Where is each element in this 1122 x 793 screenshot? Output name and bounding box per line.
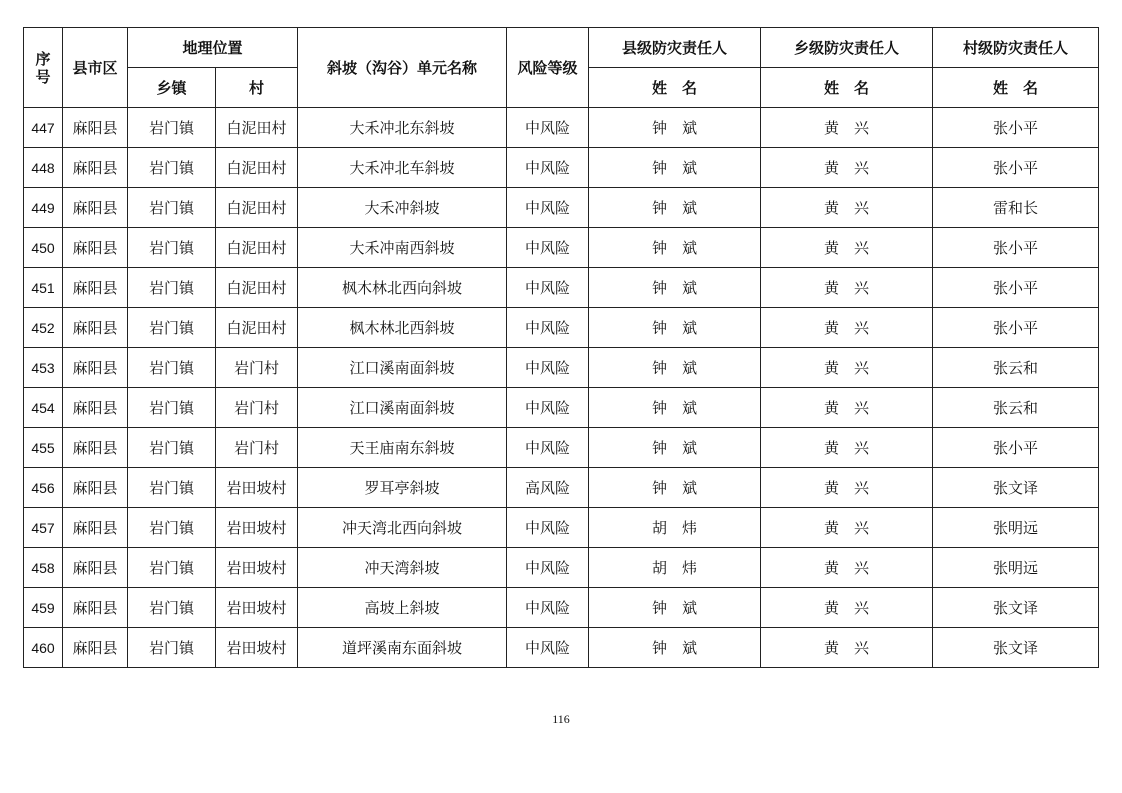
cell-township: 岩门镇	[128, 548, 216, 588]
cell-township-person: 黄 兴	[761, 468, 933, 508]
cell-serial: 455	[24, 428, 63, 468]
cell-village: 岩田坡村	[216, 508, 298, 548]
cell-village: 岩田坡村	[216, 588, 298, 628]
table-row	[24, 108, 1099, 148]
cell-township: 岩门镇	[128, 508, 216, 548]
table-row	[24, 548, 1099, 588]
cell-county: 麻阳县	[63, 548, 128, 588]
cell-village: 白泥田村	[216, 148, 298, 188]
cell-serial: 457	[24, 508, 63, 548]
cell-village-person: 张明远	[933, 548, 1099, 588]
cell-slope-name: 冲天湾北西向斜坡	[298, 508, 507, 548]
cell-village-person: 张文译	[933, 628, 1099, 668]
cell-slope-name: 江口溪南面斜坡	[298, 388, 507, 428]
cell-township: 岩门镇	[128, 268, 216, 308]
cell-county-person: 钟 斌	[589, 348, 761, 388]
table-row	[24, 188, 1099, 228]
cell-township-person: 黄 兴	[761, 348, 933, 388]
cell-risk-level: 中风险	[507, 388, 589, 428]
header-village: 村	[216, 68, 298, 108]
table-row	[24, 428, 1099, 468]
table-row	[24, 628, 1099, 668]
cell-village: 白泥田村	[216, 228, 298, 268]
cell-village-person: 张小平	[933, 108, 1099, 148]
cell-township-person: 黄 兴	[761, 548, 933, 588]
header-township-person-name: 姓 名	[761, 68, 933, 108]
header-slope-name: 斜坡（沟谷）单元名称	[298, 28, 507, 108]
cell-township-person: 黄 兴	[761, 508, 933, 548]
header-risk-level: 风险等级	[507, 28, 589, 108]
cell-risk-level: 中风险	[507, 268, 589, 308]
cell-village: 白泥田村	[216, 108, 298, 148]
cell-county-person: 胡 炜	[589, 548, 761, 588]
table-header	[24, 28, 1099, 108]
cell-township: 岩门镇	[128, 308, 216, 348]
cell-risk-level: 中风险	[507, 308, 589, 348]
cell-risk-level: 高风险	[507, 468, 589, 508]
cell-village-person: 张小平	[933, 148, 1099, 188]
cell-township: 岩门镇	[128, 388, 216, 428]
cell-township: 岩门镇	[128, 468, 216, 508]
cell-village-person: 张云和	[933, 388, 1099, 428]
cell-slope-name: 大禾冲北东斜坡	[298, 108, 507, 148]
cell-village: 岩田坡村	[216, 548, 298, 588]
cell-county: 麻阳县	[63, 508, 128, 548]
cell-village-person: 张文译	[933, 588, 1099, 628]
cell-township: 岩门镇	[128, 228, 216, 268]
cell-village: 岩门村	[216, 388, 298, 428]
cell-village: 岩田坡村	[216, 468, 298, 508]
cell-serial: 454	[24, 388, 63, 428]
cell-village-person: 张明远	[933, 508, 1099, 548]
header-village-person-name: 姓 名	[933, 68, 1099, 108]
cell-serial: 456	[24, 468, 63, 508]
cell-slope-name: 枫木林北西斜坡	[298, 308, 507, 348]
cell-village: 岩门村	[216, 348, 298, 388]
cell-county-person: 钟 斌	[589, 428, 761, 468]
cell-township: 岩门镇	[128, 188, 216, 228]
cell-county: 麻阳县	[63, 428, 128, 468]
cell-serial: 449	[24, 188, 63, 228]
header-serial-line2: 号	[35, 67, 51, 86]
cell-county-person: 钟 斌	[589, 308, 761, 348]
header-county-person: 县级防灾责任人	[589, 28, 761, 68]
cell-risk-level: 中风险	[507, 188, 589, 228]
header-location: 地理位置	[128, 28, 298, 68]
cell-township: 岩门镇	[128, 588, 216, 628]
cell-village-person: 雷和长	[933, 188, 1099, 228]
cell-village-person: 张小平	[933, 308, 1099, 348]
cell-township-person: 黄 兴	[761, 308, 933, 348]
cell-serial: 447	[24, 108, 63, 148]
header-county: 县市区	[63, 28, 128, 108]
cell-serial: 452	[24, 308, 63, 348]
cell-township: 岩门镇	[128, 348, 216, 388]
header-township: 乡镇	[128, 68, 216, 108]
cell-county-person: 钟 斌	[589, 148, 761, 188]
cell-county: 麻阳县	[63, 308, 128, 348]
header-row-1	[24, 28, 1099, 68]
cell-risk-level: 中风险	[507, 148, 589, 188]
cell-slope-name: 罗耳亭斜坡	[298, 468, 507, 508]
cell-village-person: 张小平	[933, 268, 1099, 308]
cell-township-person: 黄 兴	[761, 588, 933, 628]
cell-slope-name: 道坪溪南东面斜坡	[298, 628, 507, 668]
cell-township-person: 黄 兴	[761, 188, 933, 228]
cell-slope-name: 高坡上斜坡	[298, 588, 507, 628]
cell-county-person: 钟 斌	[589, 108, 761, 148]
cell-slope-name: 天王庙南东斜坡	[298, 428, 507, 468]
cell-county: 麻阳县	[63, 588, 128, 628]
cell-county-person: 钟 斌	[589, 468, 761, 508]
cell-slope-name: 枫木林北西向斜坡	[298, 268, 507, 308]
cell-risk-level: 中风险	[507, 108, 589, 148]
cell-township: 岩门镇	[128, 108, 216, 148]
cell-village: 岩门村	[216, 428, 298, 468]
cell-county-person: 钟 斌	[589, 588, 761, 628]
cell-serial: 450	[24, 228, 63, 268]
cell-risk-level: 中风险	[507, 348, 589, 388]
cell-county: 麻阳县	[63, 268, 128, 308]
cell-risk-level: 中风险	[507, 548, 589, 588]
table-row	[24, 308, 1099, 348]
cell-village-person: 张小平	[933, 228, 1099, 268]
cell-township-person: 黄 兴	[761, 268, 933, 308]
cell-risk-level: 中风险	[507, 628, 589, 668]
header-township-person: 乡级防灾责任人	[761, 28, 933, 68]
header-village-person: 村级防灾责任人	[933, 28, 1099, 68]
cell-serial: 453	[24, 348, 63, 388]
cell-township-person: 黄 兴	[761, 628, 933, 668]
cell-serial: 459	[24, 588, 63, 628]
cell-county: 麻阳县	[63, 148, 128, 188]
cell-village: 白泥田村	[216, 308, 298, 348]
header-serial	[24, 28, 63, 108]
cell-county: 麻阳县	[63, 188, 128, 228]
cell-county: 麻阳县	[63, 628, 128, 668]
cell-township-person: 黄 兴	[761, 108, 933, 148]
cell-slope-name: 大禾冲北车斜坡	[298, 148, 507, 188]
cell-township: 岩门镇	[128, 628, 216, 668]
cell-township: 岩门镇	[128, 148, 216, 188]
page-number: 116	[552, 712, 570, 726]
cell-slope-name: 大禾冲斜坡	[298, 188, 507, 228]
cell-serial: 448	[24, 148, 63, 188]
cell-county: 麻阳县	[63, 108, 128, 148]
cell-county: 麻阳县	[63, 468, 128, 508]
cell-village: 岩田坡村	[216, 628, 298, 668]
cell-county-person: 胡 炜	[589, 508, 761, 548]
cell-slope-name: 江口溪南面斜坡	[298, 348, 507, 388]
cell-slope-name: 大禾冲南西斜坡	[298, 228, 507, 268]
cell-township: 岩门镇	[128, 428, 216, 468]
risk-table	[23, 27, 1099, 668]
cell-county-person: 钟 斌	[589, 388, 761, 428]
cell-village-person: 张文译	[933, 468, 1099, 508]
cell-county-person: 钟 斌	[589, 268, 761, 308]
cell-risk-level: 中风险	[507, 508, 589, 548]
cell-township-person: 黄 兴	[761, 148, 933, 188]
header-serial-line1: 序	[35, 49, 51, 68]
cell-county: 麻阳县	[63, 388, 128, 428]
cell-county-person: 钟 斌	[589, 188, 761, 228]
cell-serial: 458	[24, 548, 63, 588]
table-row	[24, 508, 1099, 548]
cell-village: 白泥田村	[216, 268, 298, 308]
cell-serial: 451	[24, 268, 63, 308]
table-row	[24, 468, 1099, 508]
cell-risk-level: 中风险	[507, 588, 589, 628]
cell-village: 白泥田村	[216, 188, 298, 228]
cell-serial: 460	[24, 628, 63, 668]
cell-township-person: 黄 兴	[761, 228, 933, 268]
header-county-person-name: 姓 名	[589, 68, 761, 108]
table-row	[24, 148, 1099, 188]
table-row	[24, 228, 1099, 268]
cell-township-person: 黄 兴	[761, 428, 933, 468]
cell-risk-level: 中风险	[507, 228, 589, 268]
cell-township-person: 黄 兴	[761, 388, 933, 428]
cell-county: 麻阳县	[63, 348, 128, 388]
table-row	[24, 388, 1099, 428]
cell-village-person: 张小平	[933, 428, 1099, 468]
cell-county: 麻阳县	[63, 228, 128, 268]
cell-county-person: 钟 斌	[589, 228, 761, 268]
table-body	[24, 108, 1099, 668]
cell-risk-level: 中风险	[507, 428, 589, 468]
table-row	[24, 588, 1099, 628]
table-row	[24, 268, 1099, 308]
cell-village-person: 张云和	[933, 348, 1099, 388]
table-row	[24, 348, 1099, 388]
cell-county-person: 钟 斌	[589, 628, 761, 668]
cell-slope-name: 冲天湾斜坡	[298, 548, 507, 588]
